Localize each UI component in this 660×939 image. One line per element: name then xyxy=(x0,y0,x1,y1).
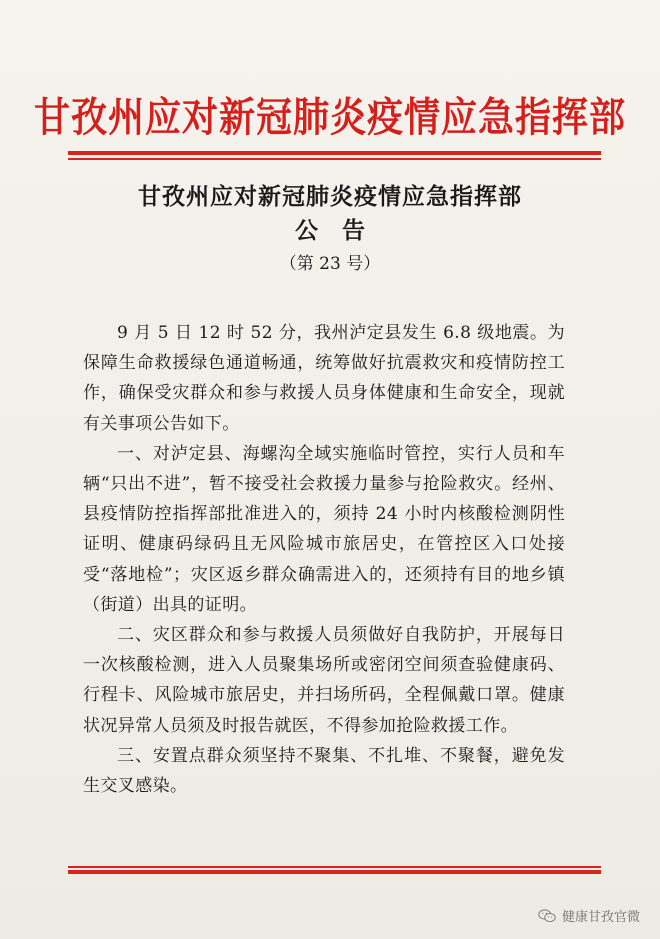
footer-rule-thick xyxy=(68,870,601,874)
footer-rule-thin xyxy=(68,866,601,868)
paragraph-item-1: 一、对泸定县、海螺沟全域实施临时管控，实行人员和车辆“只出不进”，暂不接受社会救援力量参与抢险救灾。经州、县疫情防控指挥部批准进入的，须持 24 小时内核酸检测阴性证明、健康码绿码且无风险城市旅居史，在管控区入口处接受“落地检”；灾区返乡群众确需进入的，还须持有目的地乡镇（街道）出具的证明。 xyxy=(83,443,565,615)
document-subtitle: 公告 xyxy=(295,217,389,244)
paragraph-item-3: 三、安置点群众须坚持不聚集、不扎堆、不聚餐，避免发生交叉感染。 xyxy=(83,745,565,797)
header-rule-thin xyxy=(68,158,601,160)
watermark-text: 健康甘孜官微 xyxy=(561,910,640,925)
document-body xyxy=(83,318,565,801)
red-header-title: 甘孜州应对新冠肺炎疫情应急指挥部 xyxy=(33,94,626,141)
watermark xyxy=(538,906,640,925)
header-rule-thick xyxy=(68,151,601,155)
document-number: （第 23 号） xyxy=(279,254,381,274)
wechat-icon xyxy=(538,909,556,923)
paragraph-intro: 9 月 5 日 12 时 52 分，我州泸定县发生 6.8 级地震。为保障生命救援绿色通道畅通，统筹做好抗震救灾和疫情防控工作，确保受灾群众和参与救援人员身体健康和生命安全，现就有关事项公告如下。 xyxy=(83,323,565,434)
paragraph-item-2: 二、灾区群众和参与救援人员须做好自我防护，开展每日一次核酸检测，进入人员聚集场所或密闭空间须查验健康码、行程卡、风险城市旅居史，并扫场所码，全程佩戴口罩。健康状况异常人员须及时报告就医，不得参加抢险救援工作。 xyxy=(83,625,565,736)
document-title: 甘孜州应对新冠肺炎疫情应急指挥部 xyxy=(138,183,522,210)
